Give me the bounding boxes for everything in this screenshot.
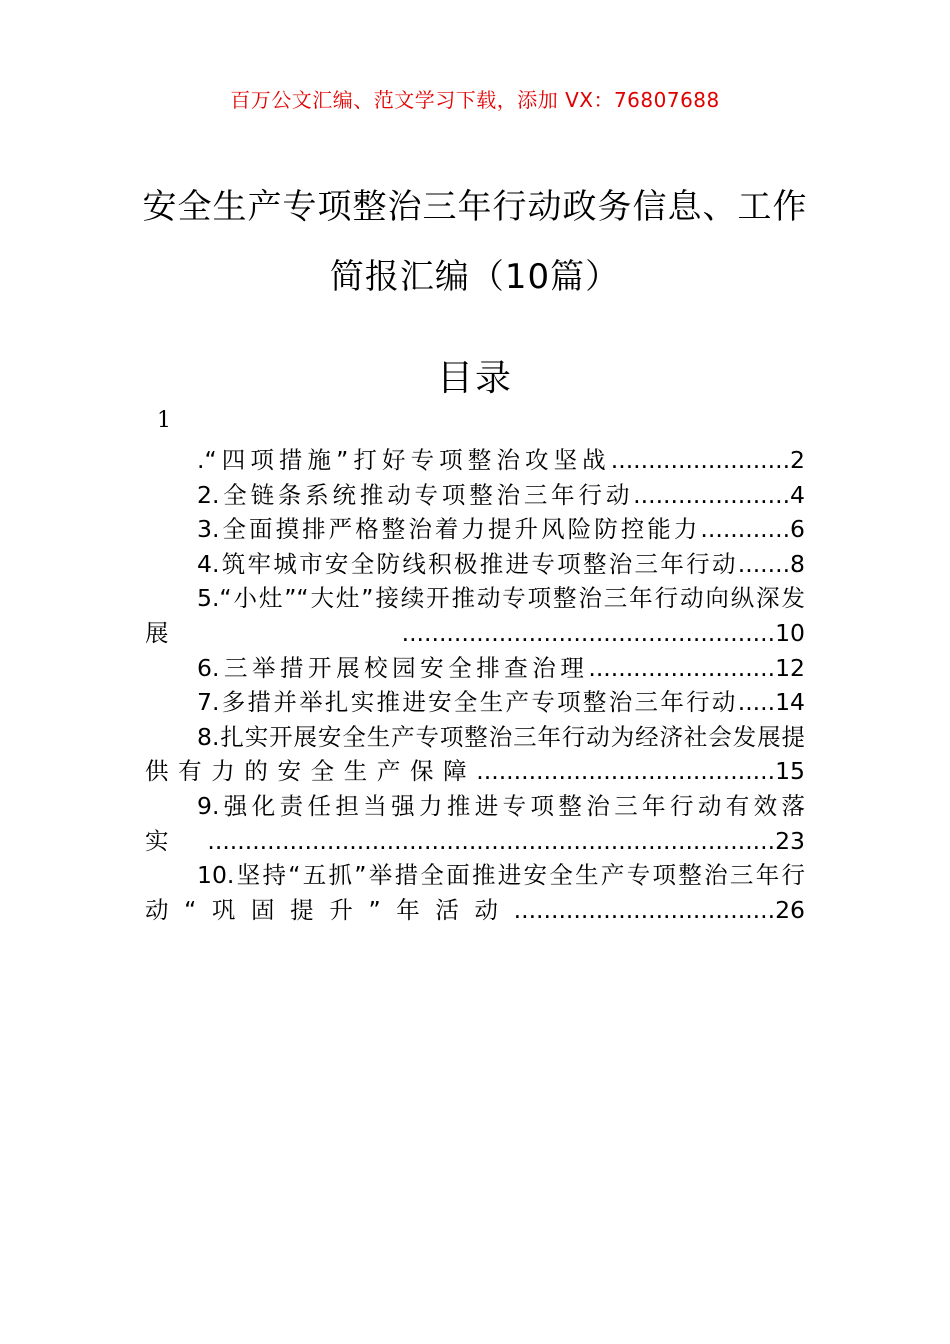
toc-entry-text: 6.三举措开展校园安全排查治理	[197, 653, 589, 682]
toc-entry	[145, 685, 805, 720]
toc-entry-text: 5.“小灶”“大灶”接续开推动专项整治三年行动向纵深发展	[145, 584, 805, 647]
toc-page-number: 8	[790, 549, 805, 578]
toc-entry-text: 4.筑牢城市安全防线积极推进专项整治三年行动	[197, 549, 738, 578]
toc-page-number: 6	[790, 515, 805, 544]
toc-entry	[145, 789, 805, 858]
toc-leader-dots: ............	[700, 515, 791, 544]
toc-entry-text: 3.全面摸排严格整治着力提升风险防控能力	[197, 515, 701, 544]
toc-page-number: 23	[775, 826, 805, 855]
toc-entry-text: 8.扎实开展安全生产专项整治三年行动为经济社会发展提供有力的安全生产保障	[145, 722, 805, 786]
toc-leader-dots: ..................................................	[401, 618, 776, 647]
toc-entry	[145, 858, 805, 927]
toc-leader-dots: .....	[737, 688, 776, 717]
toc-leader-dots: ...................................	[513, 895, 776, 924]
toc-entry-text: .“四项措施”打好专项整治攻坚战	[197, 446, 611, 474]
toc-page-number: 10	[775, 618, 805, 647]
toc-entry	[145, 443, 805, 478]
toc-entry	[145, 581, 805, 650]
toc-page-number: 14	[775, 688, 805, 717]
toc-heading: 目录	[436, 358, 513, 399]
table-of-contents	[145, 443, 805, 927]
toc-leader-dots: .....................	[633, 480, 791, 509]
document-title: 安全生产专项整治三年行动政务信息、工作简报汇编（10篇）	[142, 187, 808, 297]
toc-leader-dots: ............................................................................	[207, 826, 776, 855]
header-promo-note: 百万公文汇编、范文学习下载，添加 VX：76807688	[230, 88, 720, 112]
toc-entry	[145, 651, 805, 686]
toc-leader-dots: .......	[737, 549, 791, 578]
toc-page-number: 4	[790, 480, 805, 509]
toc-entry	[145, 547, 805, 582]
toc-entry-text: 9.强化责任担当强力推进专项整治三年行动有效落实	[145, 791, 805, 855]
stray-number: 1	[157, 408, 171, 433]
toc-page-number: 12	[775, 653, 805, 682]
toc-page-number: 15	[775, 757, 805, 786]
toc-page-number: 26	[775, 895, 805, 924]
toc-entry-text: 10.坚持“五抓”举措全面推进安全生产专项整治三年行动“巩固提升”年活动	[145, 861, 805, 924]
toc-entry-text: 7.多措并举扎实推进安全生产专项整治三年行动	[197, 688, 738, 717]
toc-page-number: 2	[790, 446, 805, 474]
toc-entry	[145, 478, 805, 513]
toc-leader-dots: .........................	[588, 653, 776, 682]
toc-entry	[145, 512, 805, 547]
toc-entry-text: 2.全链条系统推动专项整治三年行动	[197, 480, 634, 509]
toc-leader-dots: ........................	[610, 446, 791, 474]
toc-leader-dots: ........................................	[476, 757, 776, 786]
toc-entry	[145, 720, 805, 789]
